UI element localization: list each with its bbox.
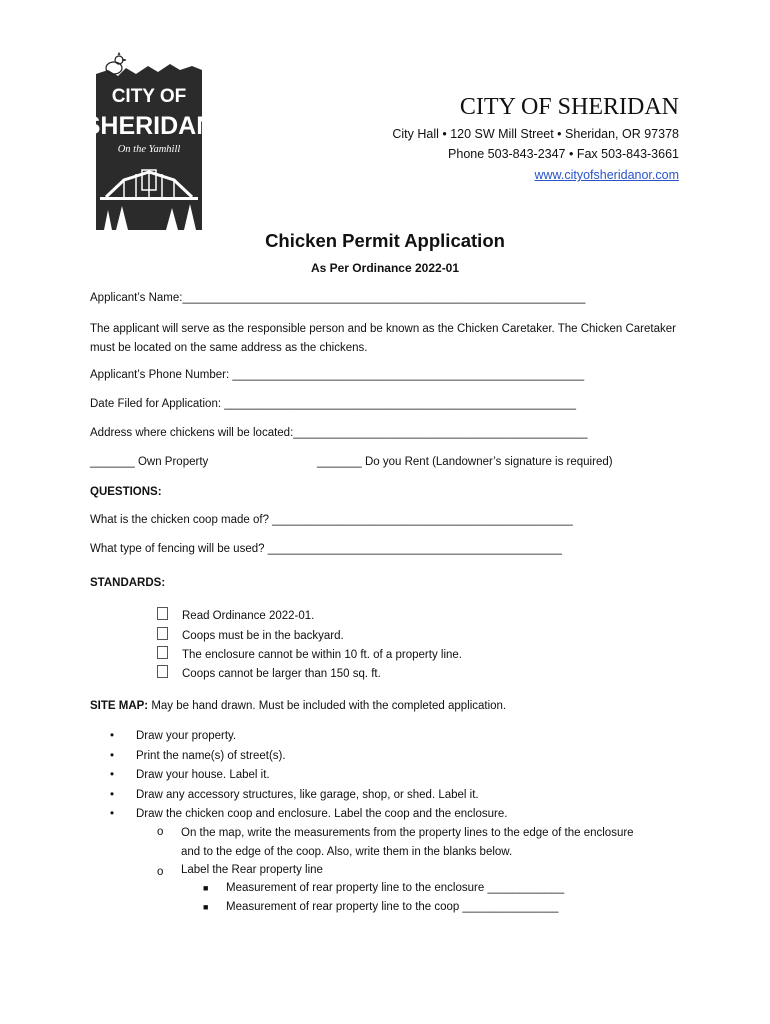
bullet-icon: • — [110, 769, 115, 781]
list-item: • Draw any accessory structures, like garage, shop, or shed. Label it. — [110, 789, 479, 801]
standard-item[interactable]: The enclosure cannot be within 10 ft. of a property line. — [157, 646, 462, 661]
city-website-link[interactable]: www.cityofsheridanor.com — [534, 168, 679, 182]
checkbox-icon[interactable] — [157, 646, 168, 659]
logo-tagline: On the Yamhill — [117, 144, 181, 155]
checkbox-icon[interactable] — [157, 665, 168, 678]
coop-material-field[interactable]: What is the chicken coop made of? _______________________________________________ — [90, 514, 573, 526]
rear-enclosure-field[interactable]: Measurement of rear property line to the enclosure ____________ — [226, 882, 565, 894]
caretaker-note: The applicant will serve as the responsible person and be known as the Chicken Caretaker. The Chicken Caretaker must be located on the same address as the chickens. — [90, 323, 676, 354]
sub-list-bullet-icon: o — [157, 826, 164, 838]
city-title: CITY OF SHERIDAN — [459, 94, 679, 120]
bullet-icon: • — [110, 808, 115, 820]
list-item: • Draw your house. Label it. — [110, 769, 270, 781]
document-title: Chicken Permit Application — [265, 230, 505, 251]
standard-item[interactable]: Coops cannot be larger than 150 sq. ft. — [157, 665, 381, 680]
document-subtitle: As Per Ordinance 2022-01 — [310, 261, 460, 275]
site-map-label: SITE MAP: — [90, 700, 149, 712]
city-address: City Hall • 120 SW Mill Street • Sheridan, OR 97378 — [392, 127, 679, 141]
own-property-field[interactable]: _______ Own Property — [90, 456, 209, 468]
phone-number-field[interactable]: Applicant’s Phone Number: _______________________________________________________ — [90, 369, 585, 381]
applicant-name-field[interactable]: Applicant’s Name:_______________________________________________________________ — [90, 292, 586, 304]
site-map-text: May be hand drawn. Must be included with the completed application. — [148, 700, 507, 712]
questions-heading: QUESTIONS: — [90, 486, 162, 498]
list-item: • Draw the chicken coop and enclosure. Label the coop and the enclosure. — [110, 808, 508, 820]
logo-line1: CITY OF — [111, 86, 187, 107]
rear-coop-field[interactable]: Measurement of rear property line to the coop _______________ — [226, 901, 559, 913]
list-item: • Print the name(s) of street(s). — [110, 750, 286, 762]
bullet-icon: • — [110, 750, 115, 762]
bullet-icon: • — [110, 730, 115, 742]
standard-item[interactable]: Coops must be in the backyard. — [157, 627, 344, 642]
standard-item[interactable]: Read Ordinance 2022-01. — [157, 607, 314, 622]
site-map-line — [90, 700, 506, 712]
sub-list-bullet-icon: o — [157, 866, 164, 878]
date-filed-field[interactable]: Date Filed for Application: _______________________________________________________ — [90, 398, 577, 410]
city-logo — [83, 52, 215, 230]
square-bullet-icon: ■ — [203, 902, 209, 912]
logo-line2: SHERIDAN — [83, 112, 215, 140]
rent-field[interactable]: _______ Do you Rent (Landowner’s signature is required) — [317, 456, 613, 468]
sub-list-item: On the map, write the measurements from the property lines to the edge of the enclosure and to the edge of the coop. Also, write them in the blanks below. — [181, 827, 634, 858]
address-field[interactable]: Address where chickens will be located:______________________________________________ — [90, 427, 588, 439]
fencing-field[interactable]: What type of fencing will be used? ______________________________________________ — [90, 543, 562, 555]
checkbox-icon[interactable] — [157, 607, 168, 620]
city-phone: Phone 503-843-2347 • Fax 503-843-3661 — [448, 147, 679, 161]
checkbox-icon[interactable] — [157, 627, 168, 640]
bullet-icon: • — [110, 789, 115, 801]
standards-heading: STANDARDS: — [90, 577, 166, 589]
list-item: • Draw your property. — [110, 730, 237, 742]
sub-list-item: Label the Rear property line — [181, 864, 323, 876]
square-bullet-icon: ■ — [203, 883, 209, 893]
